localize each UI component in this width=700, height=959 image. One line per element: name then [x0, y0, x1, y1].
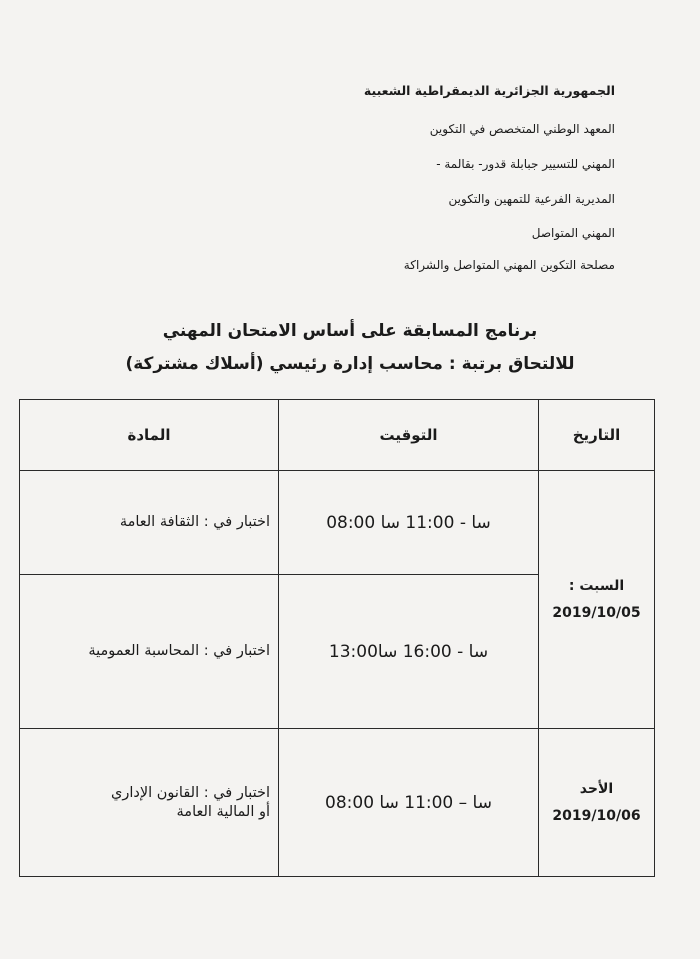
institute-line-2: المهني للتسيير جبابلة قدور- بقالمة - [436, 157, 615, 171]
republic-heading: الجمهورية الجزائرية الديمقراطية الشعبية [363, 83, 615, 98]
exam-date: 2019/10/06 [552, 807, 641, 824]
exam-date: 2019/10/05 [552, 604, 641, 621]
subject-cell: اختبار في : المحاسبة العمومية [20, 575, 279, 729]
program-title: برنامج المسابقة على أساس الامتحان المهني [162, 321, 538, 341]
header-subject: المادة [20, 400, 279, 471]
day-name: السبت : [568, 577, 625, 594]
table-row [20, 729, 655, 877]
subject-line-2: أو المالية العامة [176, 803, 270, 820]
date-cell-day2 [539, 729, 655, 877]
header-date: التاريخ [539, 400, 655, 471]
program-subtitle: للالتحاق برتبة : محاسب إدارة رئيسي (أسلاك مشتركة) [125, 354, 575, 374]
subject-cell [20, 729, 279, 877]
subject-line-1: اختبار في : القانون الإداري [110, 784, 270, 801]
directorate-line-2: المهني المتواصل [531, 226, 615, 240]
time-cell [279, 575, 539, 729]
directorate-line-1: المديرية الفرعية للتمهين والتكوين [448, 192, 615, 206]
exam-schedule-table [19, 399, 655, 877]
service-line: مصلحة التكوين المهني المتواصل والشراكة [403, 258, 615, 272]
subject-cell: اختبار في : الثقافة العامة [20, 471, 279, 575]
time-range: 08:00 سا – 11:00 سا [325, 792, 492, 813]
time-range: 08:00 سا - 11:00 سا [326, 512, 491, 533]
table-header-row [20, 400, 655, 471]
institute-line-1: المعهد الوطني المتخصص في التكوين [429, 122, 615, 136]
time-range: 13:00سا - 16:00 سا [328, 641, 489, 662]
date-cell-day1 [539, 471, 655, 729]
header-time: التوقيت [279, 400, 539, 471]
time-cell [279, 729, 539, 877]
table-row [20, 471, 655, 575]
time-cell [279, 471, 539, 575]
day-name: الأحد [579, 780, 614, 797]
